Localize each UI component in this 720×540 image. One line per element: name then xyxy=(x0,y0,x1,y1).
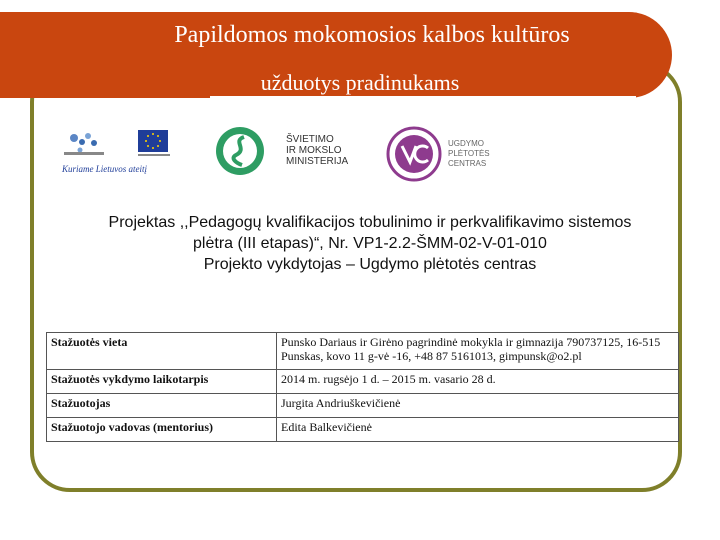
ministry-emblem-icon xyxy=(216,127,264,175)
upc-name-line2: PLĖTOTĖS xyxy=(448,149,490,158)
ministry-name-line2: IR MOKSLO xyxy=(286,145,342,156)
ministry-name-line1: ŠVIETIMO xyxy=(286,134,334,145)
upc-name-line3: CENTRAS xyxy=(448,159,487,168)
row-value: 2014 m. rugsėjo 1 d. – 2015 m. vasario 28 d. xyxy=(277,370,679,394)
eu-logo-caption: Kuriame Lietuvos ateitį xyxy=(62,164,147,174)
upc-emblem-icon xyxy=(388,128,440,180)
project-line2: plėtra (III etapas)“, Nr. VP1-2.2-ŠMM-02-V-01-010 xyxy=(193,235,547,252)
eu-structural-funds-logo xyxy=(58,128,176,176)
row-value-line: Punskas, kovo 11 g-vė -16, +48 87 5161013, gimpunsk@o2.pl xyxy=(281,349,582,363)
row-key: Stažuotojo vadovas (mentorius) xyxy=(47,418,277,442)
row-key: Stažuotojas xyxy=(47,394,277,418)
project-description xyxy=(40,212,700,275)
row-value xyxy=(277,333,679,370)
table-row xyxy=(47,370,679,394)
upc-name-line1: UGDYMO xyxy=(448,139,484,148)
table-row xyxy=(47,418,679,442)
education-development-centre-logo xyxy=(386,126,500,182)
table-row xyxy=(47,333,679,370)
ministry-name-line3: MINISTERIJA xyxy=(286,156,349,167)
project-line1: Projektas ,,Pedagogų kvalifikacijos tobulinimo ir perkvalifikavimo sistemos xyxy=(108,214,632,231)
title-underline xyxy=(210,96,636,99)
internship-info-table xyxy=(46,332,679,442)
row-key: Stažuotės vykdymo laikotarpis xyxy=(47,370,277,394)
ministry-of-education-logo xyxy=(200,125,350,177)
slide-title-line2: užduotys pradinukams xyxy=(260,70,460,95)
row-value: Edita Balkevičienė xyxy=(277,418,679,442)
table-row xyxy=(47,394,679,418)
row-value-line: Punsko Dariaus ir Girėno pagrindinė mokykla ir gimnazija 790737125, 16-515 xyxy=(281,335,661,349)
row-value: Jurgita Andriuškevičienė xyxy=(277,394,679,418)
project-line3: Projekto vykdytojas – Ugdymo plėtotės centras xyxy=(203,256,537,273)
row-key: Stažuotės vieta xyxy=(47,333,277,370)
slide-title-line1: Papildomos mokomosios kalbos kultūros xyxy=(174,22,570,48)
lithuanian-network-icon xyxy=(64,133,104,155)
eu-flag-icon xyxy=(138,130,170,156)
